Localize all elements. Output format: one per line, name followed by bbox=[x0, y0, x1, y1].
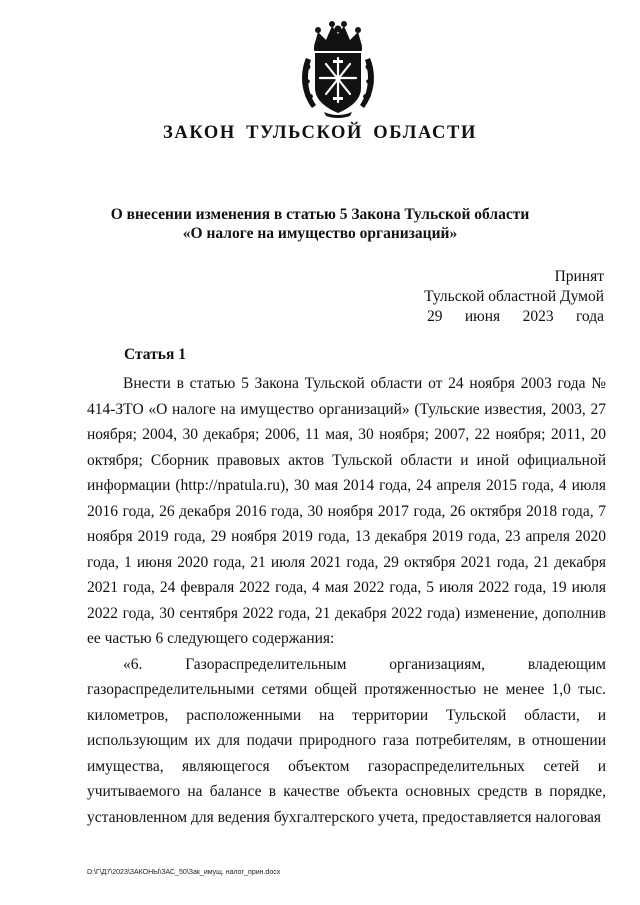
article-paragraph-2: «6. Газораспределительным организациям, владеющим газораспределительными сетями общей протяженностью не менее 1,0 тыс. километров, расположенными на территории Тульской области, и использующим их для подачи природного газа потребителям, в отношении имущества, являющегося объектом газораспределительных сетей и учитываемого на балансе в качестве объекта основных средств в порядке, установленном для ведения бухгалтерского учета, предоставляется налоговая bbox=[87, 655, 606, 826]
adoption-block bbox=[424, 267, 604, 327]
adoption-date bbox=[427, 307, 604, 327]
adoption-year-word: года bbox=[575, 308, 604, 325]
adoption-year: 2023 bbox=[522, 308, 554, 325]
file-path-footer: D:\Г\Д7\2023\ЗАКОНЫ\ЗАС_50\Зак_имущ. налог_прин.docx bbox=[87, 869, 281, 876]
article-paragraph-1: Внести в статью 5 Закона Тульской области от 24 ноября 2003 года № 414-ЗТО «О налоге на имущество организаций» (Тульские известия, 2003, 27 ноября; 2004, 30 декабря; 2006, 11 мая, 30 ноября; 2007, 22 ноября; 2011, 20 октября; Сборник правовых актов Тульской области и иной официальной информации (http://npatula.ru), 30 мая 2014 года, 24 апреля 2015 года, 4 июля 2016 года, 26 декабря 2016 года, 30 ноября 2017 года, 26 октября 2018 года, 7 ноября 2019 года, 29 ноября 2019 года, 13 декабря 2019 года, 23 апреля 2020 года, 1 июня 2020 года, 21 июля 2021 года, 29 октября 2021 года, 21 декабря 2021 года, 24 февраля 2022 года, 4 мая 2022 года, 5 июля 2022 года, 19 июля 2022 года, 30 сентября 2022 года, 21 декабря 2022 года) изменение, дополнив ее частью 6 следующего содержания: bbox=[87, 375, 606, 647]
article-heading: Статья 1 bbox=[124, 346, 186, 363]
law-subtitle bbox=[0, 205, 640, 243]
adoption-line-2: Тульской областной Думой bbox=[424, 288, 604, 305]
coat-of-arms-icon bbox=[298, 20, 378, 118]
subtitle-line-1: О внесении изменения в статью 5 Закона Тульской области bbox=[110, 206, 530, 223]
subtitle-line-2: «О налоге на имущество организаций» bbox=[182, 225, 458, 242]
adoption-day: 29 bbox=[427, 308, 443, 325]
law-title: ЗАКОН ТУЛЬСКОЙ ОБЛАСТИ bbox=[163, 123, 477, 143]
adoption-line-1: Принят bbox=[554, 268, 604, 285]
adoption-month: июня bbox=[464, 308, 501, 325]
article-body bbox=[87, 371, 606, 830]
